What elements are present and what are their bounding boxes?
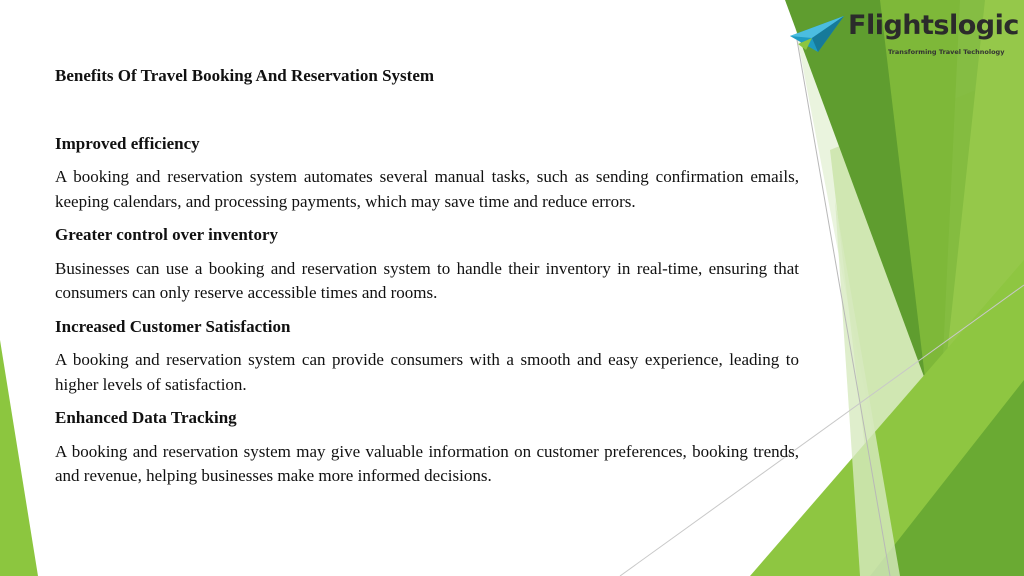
section-heading: Enhanced Data Tracking [55,408,237,427]
section-paragraph: A booking and reservation system can provide consumers with a smooth and easy experience, leading to higher levels of satisfaction. [55,350,799,394]
logo-name: Flightslogic [848,10,1019,41]
section-paragraph: A booking and reservation system automates several manual tasks, such as sending confirmation emails, keeping calendars, and processing payments, which may save time and reduce errors. [55,167,799,211]
page-title: Benefits Of Travel Booking And Reservation System [55,66,435,85]
paper-plane-icon [788,14,846,54]
section-heading: Increased Customer Satisfaction [55,316,291,336]
section-paragraph: A booking and reservation system may give valuable information on customer preferences, booking trends, and revenue, helping businesses make more informed decisions. [55,441,799,485]
left-green-shape [0,340,38,576]
section-heading: Improved efficiency [55,133,200,153]
brand-logo [788,10,1018,62]
section-paragraph: Businesses can use a booking and reservation system to handle their inventory in real-time, ensuring that consumers can only reserve accessible times and rooms. [55,258,799,302]
logo-tagline: Transforming Travel Technology [888,48,1005,56]
document-body [55,64,799,498]
section-heading: Greater control over inventory [55,225,278,244]
